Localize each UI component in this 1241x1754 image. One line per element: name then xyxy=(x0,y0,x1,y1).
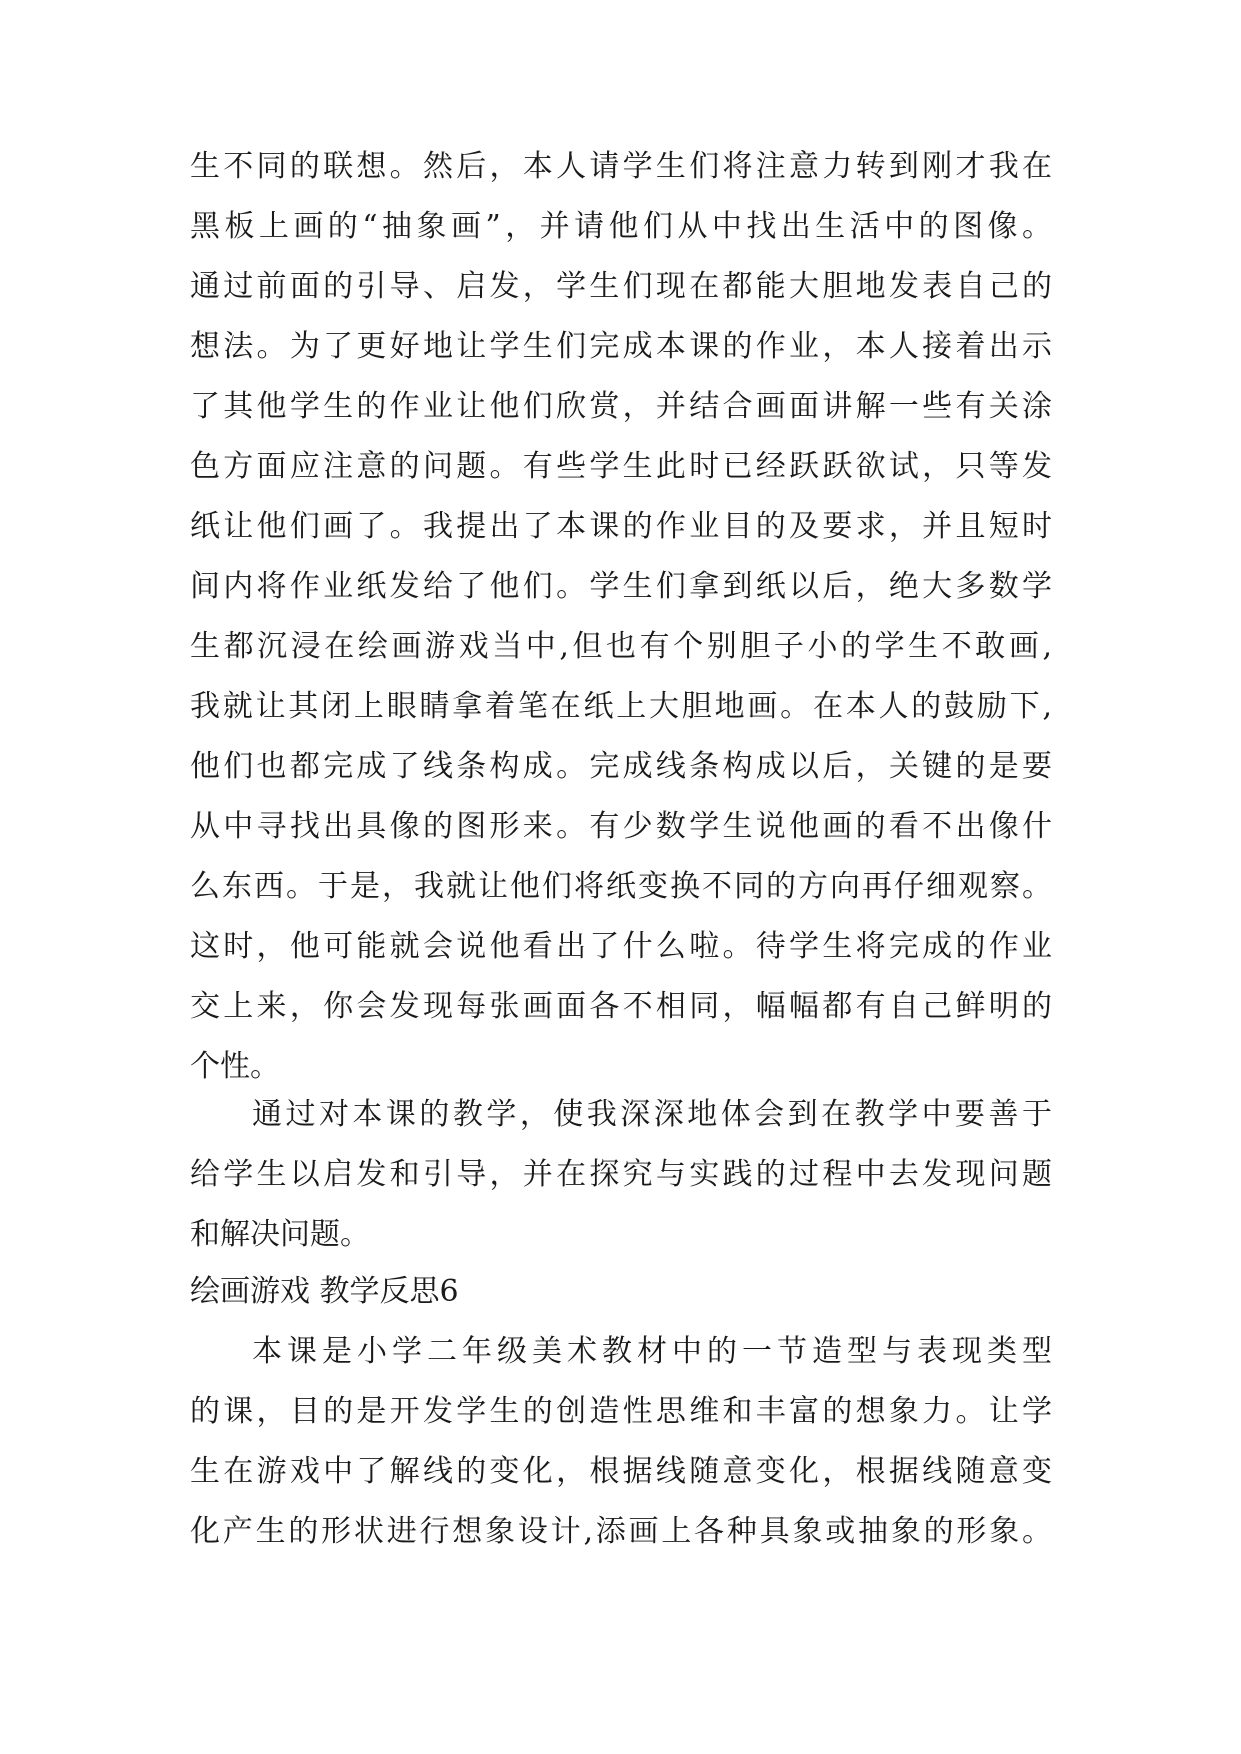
text-line: 么东西。于是，我就让他们将纸变换不同的方向再仔细观察。 xyxy=(190,869,1052,904)
text-line: 黑板上画的“抽象画”，并请他们从中找出生活中的图像。 xyxy=(190,209,1052,244)
text-line: 色方面应注意的问题。有些学生此时已经跃跃欲试，只等发 xyxy=(190,449,1052,484)
text-line: 我就让其闭上眼睛拿着笔在纸上大胆地画。在本人的鼓励下, xyxy=(190,689,1052,724)
text-line: 纸让他们画了。我提出了本课的作业目的及要求，并且短时 xyxy=(190,509,1052,544)
text-line: 化产生的形状进行想象设计,添画上各种具象或抽象的形象。 xyxy=(190,1514,1052,1549)
text-line: 的课，目的是开发学生的创造性思维和丰富的想象力。让学 xyxy=(190,1394,1052,1429)
text-line: 从中寻找出具像的图形来。有少数学生说他画的看不出像什 xyxy=(190,809,1052,844)
text-line: 个性。 xyxy=(190,1049,280,1084)
paragraph-continuation xyxy=(190,137,1052,1097)
text-line: 间内将作业纸发给了他们。学生们拿到纸以后，绝大多数学 xyxy=(190,569,1052,604)
paragraph-reflection xyxy=(190,1085,1052,1265)
text-line: 他们也都完成了线条构成。完成线条构成以后，关键的是要 xyxy=(190,749,1052,784)
text-line: 想法。为了更好地让学生们完成本课的作业，本人接着出示 xyxy=(190,329,1052,364)
text-line: 了其他学生的作业让他们欣赏，并结合画面讲解一些有关涂 xyxy=(190,389,1052,424)
text-line: 生都沉浸在绘画游戏当中,但也有个别胆子小的学生不敢画, xyxy=(190,629,1052,664)
text-line: 本课是小学二年级美术教材中的一节造型与表现类型 xyxy=(252,1334,1052,1369)
text-line: 通过前面的引导、启发，学生们现在都能大胆地发表自己的 xyxy=(190,269,1052,304)
paragraph-intro xyxy=(190,1322,1052,1562)
text-line: 给学生以启发和引导，并在探究与实践的过程中去发现问题 xyxy=(190,1157,1052,1192)
text-line: 交上来，你会发现每张画面各不相同，幅幅都有自己鲜明的 xyxy=(190,989,1052,1024)
text-line: 这时，他可能就会说他看出了什么啦。待学生将完成的作业 xyxy=(190,929,1052,964)
text-line: 通过对本课的教学，使我深深地体会到在教学中要善于 xyxy=(252,1097,1052,1132)
section-heading: 绘画游戏 教学反思6 xyxy=(190,1274,459,1309)
text-line: 生不同的联想。然后，本人请学生们将注意力转到刚才我在 xyxy=(190,149,1052,184)
text-line: 和解决问题。 xyxy=(190,1217,370,1252)
text-line: 生在游戏中了解线的变化，根据线随意变化，根据线随意变 xyxy=(190,1454,1052,1489)
